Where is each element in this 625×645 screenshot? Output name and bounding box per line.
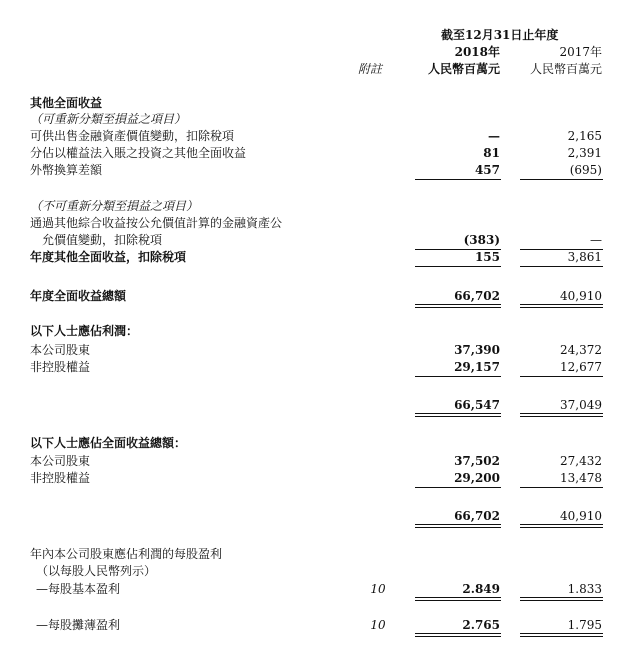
double-rule-eps-basic-2018-a — [415, 597, 501, 598]
profit-nci-2017: 12,677 — [560, 360, 602, 374]
tci-owners-2018: 37,502 — [454, 454, 500, 468]
note-column-header: 附註 — [358, 62, 383, 76]
eps-basic-2017: 1.833 — [567, 582, 602, 596]
double-rule-profit-2017-a — [520, 413, 603, 414]
eps-diluted-label: —每股攤薄盈利 — [36, 618, 121, 632]
fvoci-label-line1: 通過其他綜合收益按公允價值計算的金融資產公 — [30, 216, 283, 230]
tci-attr-total-2017: 40,910 — [560, 509, 602, 523]
tci-attr-title: 以下人士應佔全面收益總額： — [30, 436, 187, 450]
double-rule-tci-attr-2017-a — [520, 524, 603, 525]
profit-nci-label: 非控股權益 — [30, 360, 91, 374]
oci-section-title: 其他全面收益 — [30, 96, 103, 110]
rule-below-oci-total-2018 — [415, 266, 501, 267]
rule-below-oci-total-2017 — [520, 266, 603, 267]
associates-oci-2017: 2,391 — [567, 146, 602, 160]
tci-total-2017: 40,910 — [560, 289, 602, 303]
double-rule-profit-2018-b — [415, 416, 501, 417]
non-reclassifiable-subtitle: （不可重新分類至損益之項目） — [30, 199, 199, 213]
double-rule-eps-diluted-2017-b — [520, 636, 603, 637]
profit-attr-title: 以下人士應佔利潤： — [30, 324, 139, 338]
double-rule-eps-diluted-2018-a — [415, 633, 501, 634]
double-rule-tci-attr-2018-b — [415, 527, 501, 528]
fx-diff-2018: 457 — [474, 163, 500, 177]
tci-total-label: 年度全面收益總額 — [30, 289, 127, 303]
tci-nci-2018: 29,200 — [454, 471, 500, 485]
double-rule-tci-2018-b — [415, 307, 501, 308]
afs-2017: 2,165 — [567, 129, 602, 143]
oci-total-2018: 155 — [474, 250, 500, 264]
eps-diluted-2017: 1.795 — [567, 618, 602, 632]
eps-diluted-2018: 2.765 — [462, 618, 500, 632]
period-header: 截至12月31日止年度 — [441, 28, 559, 42]
double-rule-profit-2017-b — [520, 416, 603, 417]
fvoci-label-line2: 允價值變動，扣除稅項 — [42, 233, 163, 247]
tci-owners-2017: 27,432 — [560, 454, 602, 468]
double-rule-tci-2017-a — [520, 304, 603, 305]
unit-2018-header: 人民幣百萬元 — [427, 62, 500, 76]
eps-basic-note: 10 — [370, 582, 386, 596]
fx-diff-2017: (695) — [569, 163, 602, 177]
double-rule-eps-diluted-2018-b — [415, 636, 501, 637]
associates-oci-label: 分佔以權益法入賬之投資之其他全面收益 — [30, 146, 247, 160]
reclassifiable-subtitle: （可重新分類至損益之項目） — [30, 112, 187, 126]
subtotal-rule-2017 — [520, 179, 603, 180]
fvoci-2017: — — [590, 233, 602, 247]
rule-tci-attr-2017 — [520, 487, 603, 488]
fx-diff-label: 外幣換算差額 — [30, 163, 103, 177]
oci-total-label: 年度其他全面收益，扣除稅項 — [30, 250, 187, 264]
unit-2017-header: 人民幣百萬元 — [529, 62, 602, 76]
oci-total-2017: 3,861 — [567, 250, 602, 264]
fvoci-2018: (383) — [463, 233, 500, 247]
double-rule-tci-attr-2017-b — [520, 527, 603, 528]
year-2018-header: 2018年 — [454, 45, 500, 59]
eps-subtitle: （以每股人民幣列示） — [36, 564, 157, 578]
profit-owners-2017: 24,372 — [560, 343, 602, 357]
double-rule-tci-2018-a — [415, 304, 501, 305]
double-rule-tci-attr-2018-a — [415, 524, 501, 525]
tci-attr-total-2018: 66,702 — [454, 509, 500, 523]
eps-basic-2018: 2.849 — [462, 582, 500, 596]
tci-nci-2017: 13,478 — [560, 471, 602, 485]
double-rule-profit-2018-a — [415, 413, 501, 414]
profit-owners-label: 本公司股東 — [30, 343, 91, 357]
double-rule-eps-diluted-2017-a — [520, 633, 603, 634]
double-rule-eps-basic-2017-b — [520, 600, 603, 601]
profit-total-2017: 37,049 — [560, 398, 602, 412]
afs-2018: — — [488, 129, 500, 143]
afs-label: 可供出售金融資產價值變動，扣除稅項 — [30, 129, 235, 143]
rule-tci-attr-2018 — [415, 487, 501, 488]
profit-owners-2018: 37,390 — [454, 343, 500, 357]
subtotal-rule-2018 — [415, 179, 501, 180]
double-rule-eps-basic-2018-b — [415, 600, 501, 601]
profit-total-2018: 66,547 — [454, 398, 500, 412]
tci-nci-label: 非控股權益 — [30, 471, 91, 485]
rule-profit-2018 — [415, 376, 501, 377]
rule-profit-2017 — [520, 376, 603, 377]
profit-nci-2018: 29,157 — [454, 360, 500, 374]
double-rule-tci-2017-b — [520, 307, 603, 308]
eps-diluted-note: 10 — [370, 618, 386, 632]
associates-oci-2018: 81 — [483, 146, 500, 160]
year-2017-header: 2017年 — [559, 45, 602, 59]
tci-total-2018: 66,702 — [454, 289, 500, 303]
eps-basic-label: —每股基本盈利 — [36, 582, 121, 596]
eps-title: 年內本公司股東應佔利潤的每股盈利 — [30, 547, 223, 561]
double-rule-eps-basic-2017-a — [520, 597, 603, 598]
tci-owners-label: 本公司股東 — [30, 454, 91, 468]
